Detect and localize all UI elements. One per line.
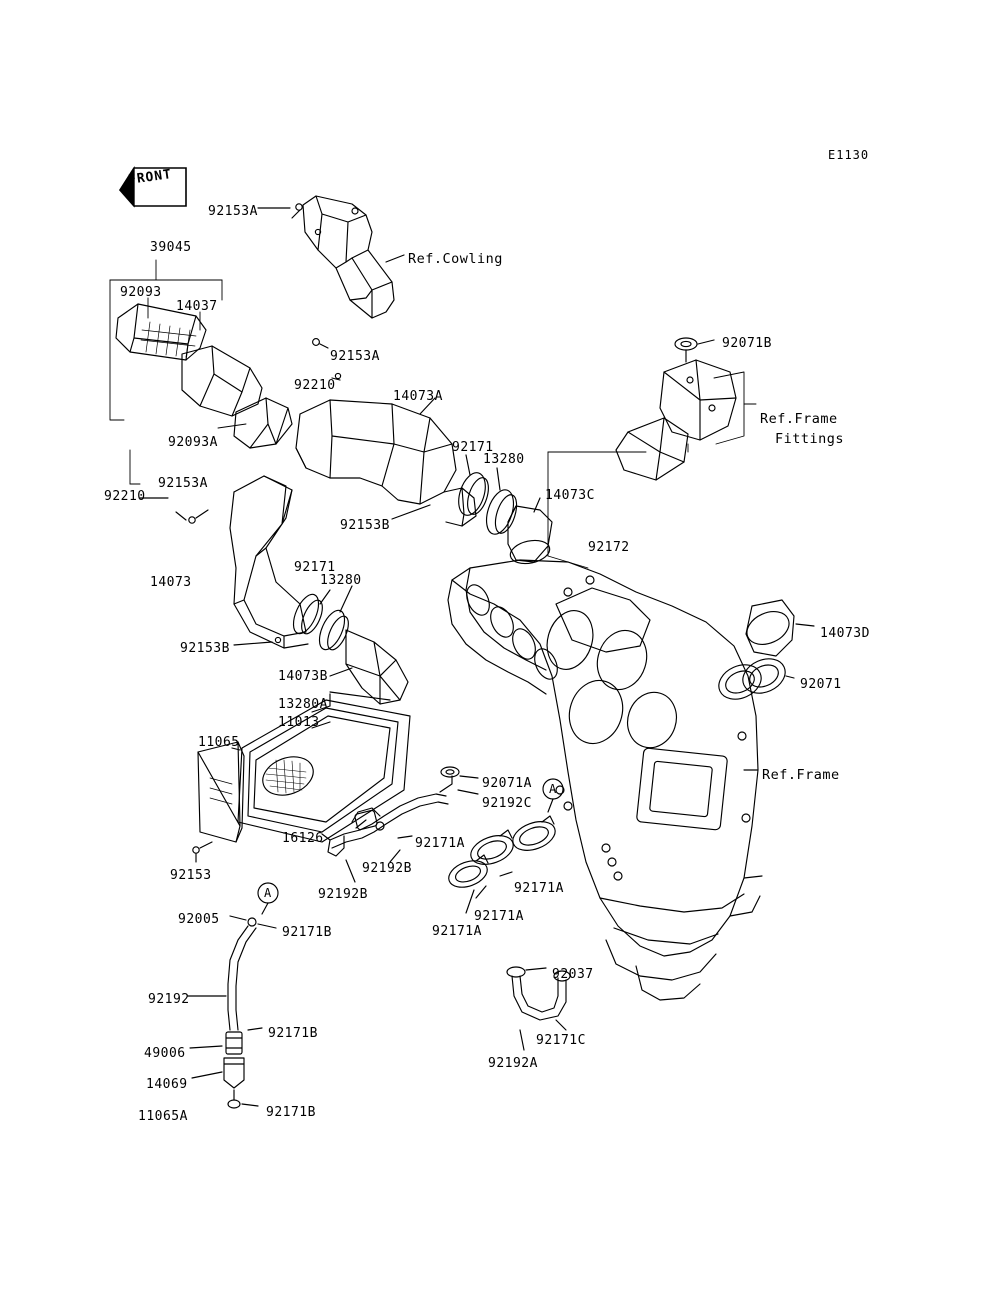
callout-13280-1: 13280 xyxy=(483,452,525,467)
callout-14073D: 14073D xyxy=(820,626,870,641)
callout-92093A: 92093A xyxy=(168,435,218,450)
callout-14037: 14037 xyxy=(176,299,218,314)
callout-92171A-3: 92171A xyxy=(474,909,524,924)
callout-92192B-2: 92192B xyxy=(318,887,368,902)
ref-label-cowling: Ref.Cowling xyxy=(408,251,503,267)
callout-13280-2: 13280 xyxy=(320,573,362,588)
callout-92172: 92172 xyxy=(588,540,630,555)
callout-92171C: 92171C xyxy=(536,1033,586,1048)
callout-92153B-1: 92153B xyxy=(340,518,390,533)
callout-92093: 92093 xyxy=(120,285,162,300)
callout-11065: 11065 xyxy=(198,735,240,750)
callout-16126: 16126 xyxy=(282,831,324,846)
callout-92171A-1: 92171A xyxy=(415,836,465,851)
ref-label-frame-fittings-2: Fittings xyxy=(775,431,845,447)
callout-92210-2: 92210 xyxy=(104,489,146,504)
callout-92171-2: 92171 xyxy=(294,560,336,575)
callout-92171A-4: 92171A xyxy=(432,924,482,939)
callout-92192C: 92192C xyxy=(482,796,532,811)
callout-92153A-3: 92153A xyxy=(158,476,208,491)
callout-92153B-2: 92153B xyxy=(180,641,230,656)
callout-92171B-1: 92171B xyxy=(282,925,332,940)
ref-label-frame: Ref.Frame xyxy=(762,767,840,783)
callout-92071B: 92071B xyxy=(722,336,772,351)
callout-13280A: 13280A xyxy=(278,697,328,712)
callout-92171-1: 92171 xyxy=(452,440,494,455)
callout-92153A-1: 92153A xyxy=(208,204,258,219)
callout-92192: 92192 xyxy=(148,992,190,1007)
callout-92153A-2: 92153A xyxy=(330,349,380,364)
callout-39045: 39045 xyxy=(150,240,192,255)
callout-92071A: 92071A xyxy=(482,776,532,791)
callout-11013: 11013 xyxy=(278,715,320,730)
callout-14073: 14073 xyxy=(150,575,192,590)
front-label: FRONT xyxy=(127,167,173,188)
callout-14073C: 14073C xyxy=(545,488,595,503)
detail-marker-a-right: A xyxy=(549,782,557,796)
callout-92153: 92153 xyxy=(170,868,212,883)
callout-14069: 14069 xyxy=(146,1077,188,1092)
callout-11065A: 11065A xyxy=(138,1109,188,1124)
ref-label-frame-fittings-1: Ref.Frame xyxy=(760,411,838,427)
detail-marker-a-left: A xyxy=(264,886,272,900)
callout-92037: 92037 xyxy=(552,967,594,982)
callout-92071: 92071 xyxy=(800,677,842,692)
callout-92192B-1: 92192B xyxy=(362,861,412,876)
callout-92171B-2: 92171B xyxy=(268,1026,318,1041)
callout-92210-1: 92210 xyxy=(294,378,336,393)
callout-14073B: 14073B xyxy=(278,669,328,684)
callout-49006: 49006 xyxy=(144,1046,186,1061)
sheet-code: E1130 xyxy=(828,148,870,162)
callout-14073A: 14073A xyxy=(393,389,443,404)
callout-92192A: 92192A xyxy=(488,1056,538,1071)
callout-92171B-3: 92171B xyxy=(266,1105,316,1120)
callout-92005: 92005 xyxy=(178,912,220,927)
callout-92171A-2: 92171A xyxy=(514,881,564,896)
